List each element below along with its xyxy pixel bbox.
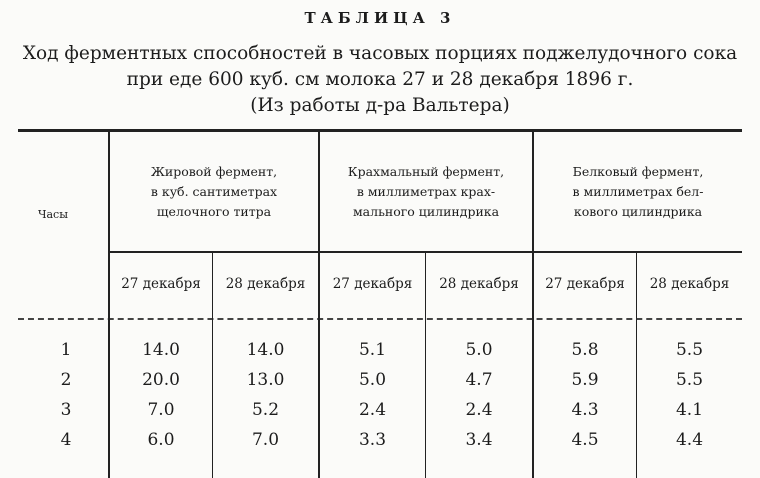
caption-line-3: (Из работы д-ра Вальтера) (250, 95, 510, 116)
header-bottom-rule (18, 318, 742, 320)
table-cell: 4.5 (571, 430, 599, 450)
hours-header: Часы (38, 208, 68, 221)
table-cell: 3.3 (358, 430, 387, 450)
starch-ferment-header (320, 162, 532, 222)
table-cell: 5.8 (571, 340, 599, 360)
hour-label: 1 (60, 340, 72, 360)
table-cell: 5.1 (358, 340, 387, 360)
table-cell: 2.4 (358, 400, 387, 420)
table-cell: 5.9 (571, 370, 599, 390)
table-cell: 5.0 (358, 370, 387, 390)
protein-header-line-1: Белковый фермент, (572, 164, 704, 179)
date-header: 27 декабря (332, 276, 413, 292)
table-cell: 7.0 (251, 430, 280, 450)
caption-line-2: при еде 600 куб. см молока 27 и 28 декабря 1896 г. (126, 69, 634, 90)
protein-header-line-3: кового цилиндрика (573, 204, 703, 219)
table-cell: 20.0 (142, 370, 180, 390)
protein-ferment-header (534, 162, 742, 222)
table-cell: 4.7 (465, 370, 493, 390)
table-cell: 2.4 (465, 400, 493, 420)
hour-label: 2 (60, 370, 72, 390)
fat-ferment-header (110, 162, 318, 222)
table-title: ТАБЛИЦА 3 (304, 9, 456, 27)
starch-header-line-2: в миллиметрах крах- (356, 184, 496, 199)
date-header: 28 декабря (439, 276, 519, 292)
table-cell: 4.4 (675, 430, 704, 450)
table-cell: 14.0 (142, 340, 180, 360)
table-cell: 5.5 (675, 370, 704, 390)
table-cell: 5.0 (465, 340, 493, 360)
hour-label: 3 (60, 400, 72, 420)
table-cell: 4.3 (571, 400, 599, 420)
fat-header-line-1: Жировой фермент, (150, 164, 278, 179)
caption-line-1: Ход ферментных способностей в часовых порциях поджелудочного сока (22, 43, 738, 64)
date-header: 28 декабря (225, 276, 306, 292)
starch-header-line-3: мального цилиндрика (352, 204, 500, 219)
date-header: 27 декабря (545, 276, 625, 292)
date-header: 27 декабря (121, 276, 201, 292)
table-cell: 5.2 (251, 400, 280, 420)
table-cell: 3.4 (465, 430, 493, 450)
protein-header-line-2: в миллиметрах бел- (572, 184, 704, 199)
table-cell: 5.5 (675, 340, 704, 360)
table-cell: 6.0 (147, 430, 175, 450)
table-cell: 7.0 (147, 400, 175, 420)
starch-header-line-1: Крахмальный фермент, (347, 164, 505, 179)
table-cell: 13.0 (246, 370, 285, 390)
table-top-rule (18, 129, 742, 132)
hour-label: 4 (60, 430, 72, 450)
fat-header-line-3: щелочного титра (156, 204, 272, 219)
table-cell: 14.0 (246, 340, 285, 360)
date-header: 28 декабря (649, 276, 730, 292)
table-cell: 4.1 (675, 400, 704, 420)
fat-header-line-2: в куб. сантиметрах (150, 184, 278, 199)
